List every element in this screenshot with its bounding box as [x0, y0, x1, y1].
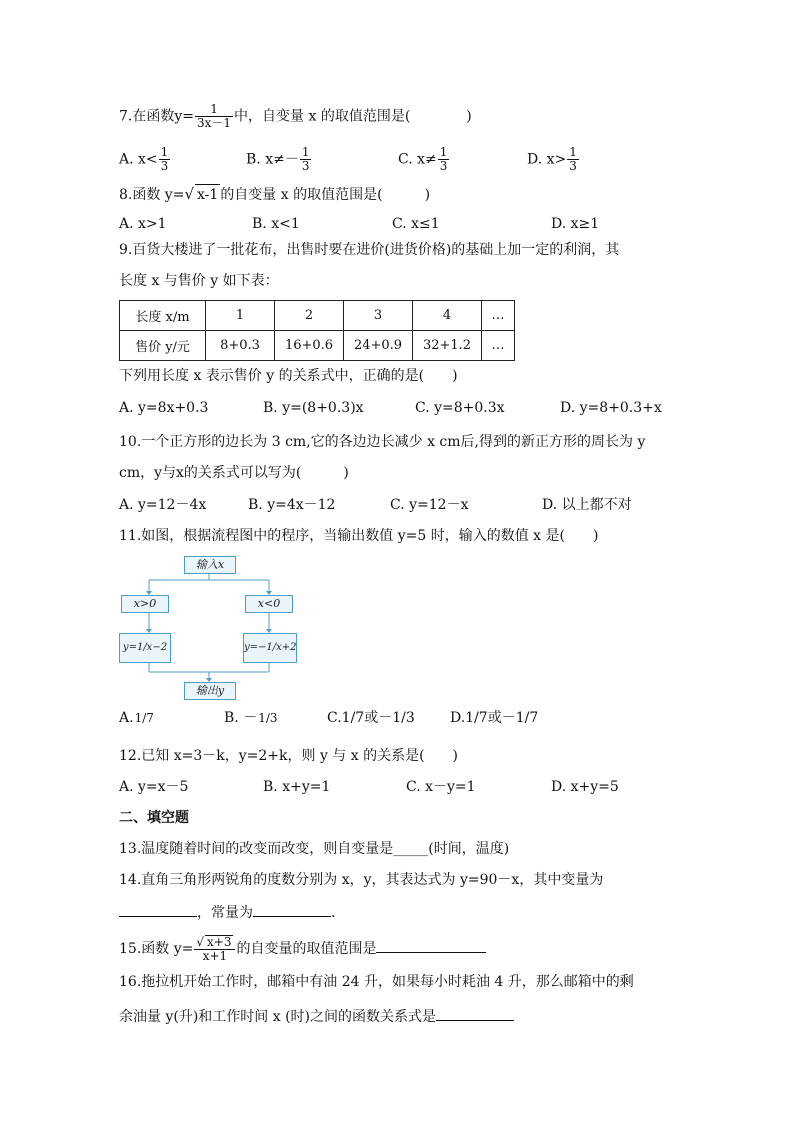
q13-text: 13.温度随着时间的改变而改变，则自变量是_____(时间，温度) — [119, 841, 510, 857]
flowchart-right-formula: y=−1/x+2 — [243, 633, 297, 663]
flowchart-connectors — [119, 554, 299, 700]
q15-text: 15.函数 y= $\frac{√ x+3}{x+1}$ 的自变量的取值范围是 — [119, 935, 486, 963]
answer-blank[interactable] — [376, 938, 486, 953]
q7-option-a[interactable]: A. x< $\frac{1}{3}$ — [119, 145, 169, 173]
q11-option-d[interactable]: D.1/7或－1/7 — [450, 710, 539, 726]
q10-stem-line2: cm，y与x的关系式可以写为( ) — [119, 465, 349, 481]
q7-option-c[interactable]: C. x≠ $\frac{1}{3}$ — [398, 145, 448, 173]
table-cell: 32+1.2 — [413, 331, 482, 361]
q8-option-d[interactable]: D. x≥1 — [551, 216, 600, 232]
q12-stem: 12.已知 x=3－k，y=2+k，则 y 与 x 的关系是( ) — [119, 748, 459, 764]
q7-option-b[interactable]: B. x≠－ $\frac{1}{3}$ — [246, 145, 310, 173]
q16-line1: 16.拖拉机开始工作时，邮箱中有油 24 升，如果每小时耗油 4 升，那么邮箱中的剩 — [119, 974, 634, 990]
q8-option-c[interactable]: C. x≤1 — [392, 216, 440, 232]
q10-option-c[interactable]: C. y=12－x — [390, 497, 469, 513]
q8-option-b[interactable]: B. x<1 — [252, 216, 300, 232]
table-row — [120, 331, 515, 361]
q7-option-d[interactable]: D. x> $\frac{1}{3}$ — [527, 145, 577, 173]
q10-option-b[interactable]: B. y=4x－12 — [248, 497, 336, 513]
flowchart-output: 输出y — [184, 682, 236, 700]
flowchart-input: 输入x — [184, 556, 236, 574]
table-cell: 售价 y/元 — [120, 331, 206, 361]
q12-option-d[interactable]: D. x+y=5 — [551, 779, 619, 795]
table-cell: 8+0.3 — [206, 331, 275, 361]
q15-fraction: $\frac{√ x+3}{x+1}$ — [194, 935, 235, 963]
q9-stem-line1: 9.百货大楼进了一批花布，出售时要在进价(进货价格)的基础上加一定的利润，其 — [119, 242, 620, 258]
q9-stem-line3: 下列用长度 x 表示售价 y 的关系式中，正确的是( ) — [119, 368, 458, 384]
q9-stem-line2: 长度 x 与售价 y 如下表： — [119, 273, 279, 289]
q11-option-a[interactable]: A.1/7 — [119, 710, 154, 726]
q8-radical: x-1 — [195, 184, 220, 205]
q10-stem-line1: 10.一个正方形的边长为 3 cm,它的各边边长减少 x cm后,得到的新正方形的周长为 y — [119, 434, 646, 450]
table-cell: 2 — [275, 301, 344, 331]
q7-stem: 7.在函数y= $\frac{1}{3x-1}$ 中，自变量 x 的取值范围是( ) — [119, 102, 472, 130]
q7-fraction: $\frac{1}{3x-1}$ — [197, 102, 232, 130]
q10-option-d[interactable]: D. 以上都不对 — [542, 497, 632, 513]
table-cell: … — [482, 301, 515, 331]
flowchart-right-condition: x<0 — [245, 595, 293, 613]
q9-option-c[interactable]: C. y=8+0.3x — [415, 400, 505, 416]
flowchart-left-condition: x>0 — [121, 595, 169, 613]
q12-option-a[interactable]: A. y=x－5 — [119, 779, 189, 795]
q16-line2: 余油量 y(升)和工作时间 x (时)之间的函数关系式是 — [119, 1006, 514, 1027]
fraction: 1/3 — [258, 710, 278, 725]
flowchart — [119, 554, 299, 700]
q11-option-b[interactable]: B. －1/3 — [224, 710, 278, 726]
answer-blank[interactable] — [253, 902, 331, 917]
table-cell: 24+0.9 — [344, 331, 413, 361]
q14-line1: 14.直角三角形两锐角的度数分别为 x，y，其表达式为 y=90－x，其中变量为 — [119, 872, 604, 888]
table-cell: … — [482, 331, 515, 361]
q9-option-d[interactable]: D. y=8+0.3+x — [560, 400, 662, 416]
fraction: 1/7 — [134, 710, 154, 725]
q8-stem: 8.函数 y=√ x-1 的自变量 x 的取值范围是( ) — [119, 185, 431, 203]
flowchart-left-formula: y=1/x−2 — [119, 633, 171, 663]
answer-blank[interactable] — [119, 902, 197, 917]
table-cell: 1 — [206, 301, 275, 331]
table-row — [120, 301, 515, 331]
q9-option-a[interactable]: A. y=8x+0.3 — [119, 400, 209, 416]
answer-blank[interactable] — [436, 1006, 514, 1021]
table-cell: 4 — [413, 301, 482, 331]
price-table — [119, 300, 515, 361]
q8-option-a[interactable]: A. x>1 — [119, 216, 167, 232]
q11-option-c[interactable]: C.1/7或－1/3 — [327, 710, 415, 726]
q11-stem: 11.如图，根据流程图中的程序，当输出数值 y=5 时，输入的数值 x 是( ) — [119, 528, 599, 544]
q10-option-a[interactable]: A. y=12－4x — [119, 497, 207, 513]
q14-line2: ，常量为 . — [119, 902, 335, 923]
table-cell: 长度 x/m — [120, 301, 206, 331]
q9-option-b[interactable]: B. y=(8+0.3)x — [263, 400, 364, 416]
table-cell: 3 — [344, 301, 413, 331]
q12-option-c[interactable]: C. x－y=1 — [406, 779, 476, 795]
q12-option-b[interactable]: B. x+y=1 — [263, 779, 331, 795]
section-heading: 二、填空题 — [119, 810, 189, 826]
table-cell: 16+0.6 — [275, 331, 344, 361]
